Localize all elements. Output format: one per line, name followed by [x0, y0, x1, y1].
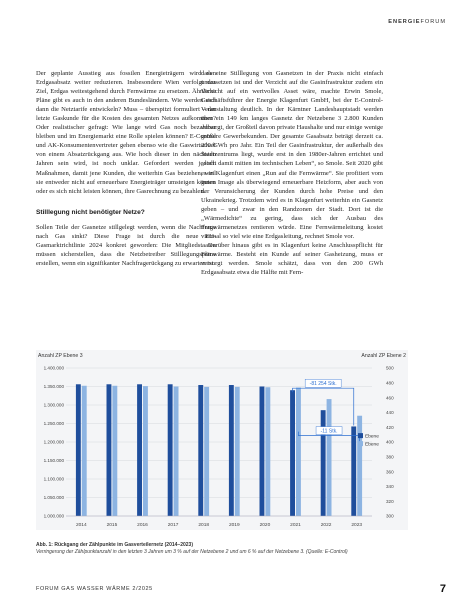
right-tick-label: 300 [386, 513, 394, 519]
bar-ebene-2 [137, 384, 142, 516]
page-footer [36, 583, 446, 595]
right-tick-label: 480 [386, 380, 394, 386]
legend-label-ebene-2: Ebene [365, 434, 379, 440]
left-tick-label: 1.050.000 [43, 495, 64, 501]
figure-caption [36, 542, 416, 556]
right-tick-label: 340 [386, 484, 394, 490]
bar-ebene-3 [112, 386, 117, 516]
left-tick-label: 1.300.000 [43, 402, 64, 408]
left-axis-title: Anzahl ZP Ebene 3 [38, 353, 83, 359]
x-tick-label: 2016 [137, 523, 148, 528]
right-tick-label: 360 [386, 469, 394, 475]
x-tick-label: 2014 [75, 523, 87, 528]
x-tick-label: 2017 [167, 523, 179, 528]
right-paragraph-1: dass eine Stilllegung von Gasnetzen in der Praxis nicht einfach umzusetzen ist und der Verzicht auf die Gasinfrastruktur zudem ein Verzicht auf ein wertvolles Asset wäre, machte Erwin Smole, Geschäftsführer der Energie Klagenfurt GmbH, bei der E-Control-Veranstaltung deutlich. In der Kärntner Landeshauptstadt werden über ein 149 km langes Gasnetz der Netzebene 3 2.800 Kunden versorgt, der Großteil davon private Haushalte und nur einige wenige größere Gewerbekunden. Der gesamte Gasabsatz beträgt derzeit ca. 200 GWh pro Jahr. Ein Teil der Gasinfrastruktur, der außerhalb des Stadtzentrums liegt, wurde erst in den 1980er-Jahren errichtet und „steht damit mitten im technischen Leben“, so Smole. Seit 2020 gibt es in Klagenfurt einen „Run auf die Fernwärme“. Sie profitiert vom guten Image als überwiegend erneuerbare Heizform, aber auch von der Verunsicherung der Kunden durch hohe Preise und den Ukrainekrieg. Trotzdem wird es in Klagenfurt weiterhin ein Gasnetz geben – und zwar in den Randzonen der Stadt. Dort ist die „Wärmedichte“ zu gering, dass sich der Ausbau des Fernwärmenetzes rentieren würde. Eine Fernwärmeleitung kostet viermal so viel wie eine Erdgasleitung, rechnet Smole vor. [201, 70, 383, 240]
right-tick-label: 420 [386, 424, 394, 430]
bar-ebene-2 [229, 385, 234, 516]
right-paragraph-2: Darüber hinaus gibt es in Klagenfurt keine Anschlusspflicht für Fernwärme. Besteht ein Kunde auf seiner Gasheizung, muss er versorgt werden. Smole schätzt, dass von den 200 GWh Erdgasabsatz etwa die Hälfte mit Fern- [201, 241, 383, 277]
right-tick-label: 320 [386, 498, 394, 504]
x-tick-label: 2020 [259, 523, 271, 528]
left-tick-label: 1.400.000 [43, 365, 64, 371]
right-column [201, 69, 383, 277]
x-tick-label: 2019 [228, 523, 240, 528]
x-tick-label: 2022 [320, 523, 332, 528]
right-axis-title: Anzahl ZP Ebene 2 [361, 353, 406, 359]
bar-ebene-2 [168, 384, 173, 516]
bar-ebene-3 [143, 386, 148, 516]
bar-ebene-3 [204, 387, 209, 516]
bar-ebene-3 [265, 387, 270, 516]
bar-ebene-3 [235, 387, 240, 516]
right-tick-label: 440 [386, 410, 394, 416]
brand-bold: ENERGIE [388, 19, 421, 25]
bar-ebene-3 [174, 387, 179, 517]
left-tick-label: 1.350.000 [43, 384, 64, 390]
chart-svg [36, 350, 408, 530]
left-tick-label: 1.200.000 [43, 439, 64, 445]
caption-title: Abb. 1: Rückgang der Zählpunkte im Gasverteilernetz (2014–2023) [36, 542, 193, 548]
left-paragraph-2: Sollen Teile der Gasnetze stillgelegt werden, wenn die Nachfrage nach Gas sinkt? Diese Frage ist durch die neue EU-Gasmarktrichtlinie 2024 konkret geworden: Die Mitgliedstaaten müssen sicherstellen, dass die Netzbetreiber Stilllegungspläne erstellen, wenn ein signifikanter Nachfragerückgang zu erwarten ist. [36, 223, 216, 267]
bar-ebene-2 [198, 385, 203, 516]
left-tick-label: 1.100.000 [43, 476, 64, 482]
brand-rest: FORUM [420, 19, 446, 25]
subheading: Stilllegung nicht benötigter Netze? [36, 208, 145, 216]
bar-ebene-3 [357, 416, 362, 516]
legend-label-ebene-3: Ebene [365, 442, 379, 448]
legend-swatch-ebene-3 [358, 441, 363, 446]
annotation-label-lower: -11 Stk. [320, 428, 338, 435]
legend-swatch-ebene-2 [358, 433, 363, 438]
bar-ebene-3 [296, 388, 301, 516]
publication-name: FORUM GAS WASSER WÄRME 2/2025 [36, 586, 153, 592]
left-paragraph-1: Der geplante Ausstieg aus fossilen Energieträgern wird den Erdgasabsatz weiter reduzieren. Insbesondere Wien verfolgt das Ziel, Erdgas weitestgehend durch Fernwärme zu ersetzen. Ähnliche Pläne gibt es auch in den anderen Bundesländern. Wie werden sich dann die Netztarife entwickeln? Muss – überspitzt formuliert – der letzte Gaskunde für die Kosten des gesamten Netzes aufkommen? Oder realistischer gefragt: Wie lange wird Gas noch bezahlbar bleiben und im Energiemarkt eine Rolle spielen können? E-Control und AK-Konsumentenvertreter gehen ebenso wie die Gaswirtschaft von einem Absatzrückgang aus. Wie hoch dieser in den nächsten Jahren sein wird, ist noch unklar. Gefordert werden jedoch Maßnahmen, damit jene Kunden, die weiterhin Gas beziehen, weil sie entweder nicht auf erneuerbare Energieträger umsteigen können oder es sich nicht leisten können, ihre Gasrechnung zu bezahlen. [36, 70, 216, 195]
x-tick-label: 2021 [290, 523, 301, 528]
bar-ebene-2 [290, 390, 295, 516]
right-tick-label: 460 [386, 395, 394, 401]
zaehlpunkte-chart [36, 350, 408, 530]
x-tick-label: 2023 [351, 523, 363, 528]
magazine-brand [388, 19, 446, 25]
caption-text: Verringerung der Zählpunktanzahl in den letzten 3 Jahren um 3 % auf der Netzebene 2 und um 6 % auf der Netzebene 3. (Quelle: E-Control) [36, 549, 348, 555]
left-tick-label: 1.000.000 [43, 513, 64, 519]
bar-ebene-2 [76, 384, 81, 516]
bar-ebene-2 [260, 387, 265, 517]
page-number: 7 [439, 583, 446, 595]
bar-ebene-3 [82, 386, 87, 516]
bar-ebene-2 [107, 384, 112, 516]
left-tick-label: 1.150.000 [43, 458, 64, 464]
bar-ebene-2 [321, 410, 326, 516]
bar-ebene-3 [327, 399, 332, 516]
right-tick-label: 400 [386, 439, 394, 445]
bar-ebene-2 [351, 426, 356, 516]
left-column [36, 69, 216, 268]
right-tick-label: 380 [386, 454, 394, 460]
x-tick-label: 2015 [106, 523, 118, 528]
left-tick-label: 1.250.000 [43, 421, 64, 427]
right-tick-label: 500 [386, 365, 394, 371]
x-tick-label: 2018 [198, 523, 210, 528]
annotation-label-upper: -81 254 Stk. [309, 381, 337, 388]
